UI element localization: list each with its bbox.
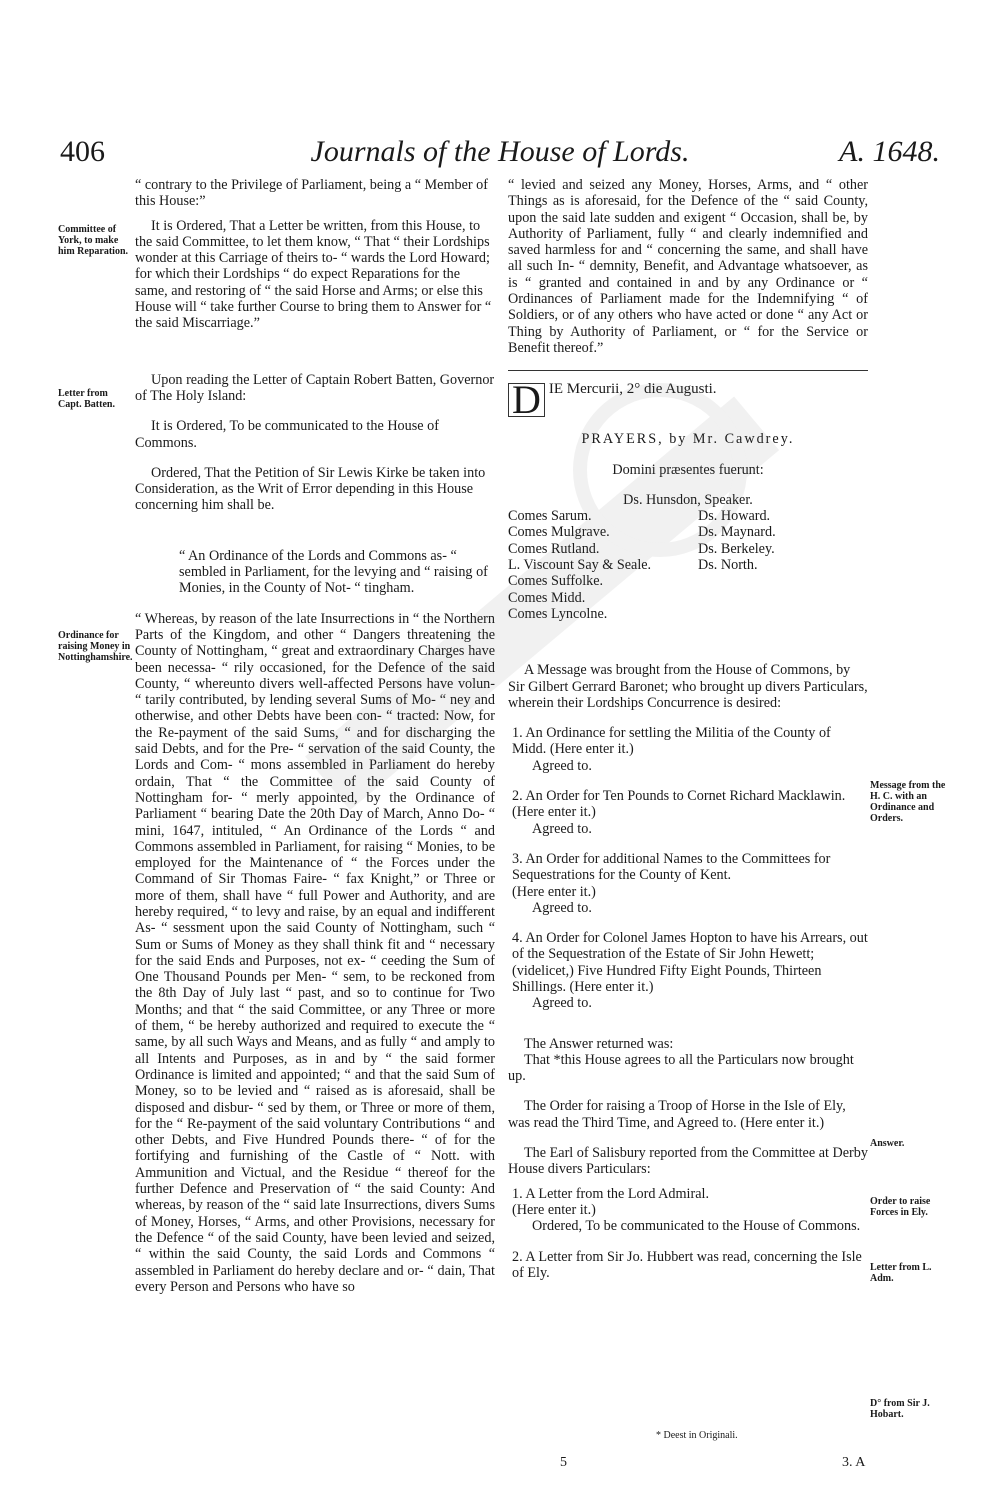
left-column [135, 177, 495, 1295]
item-kent-enter: (Here enter it.) [512, 883, 596, 900]
die-text: IE Mercurii, 2° die Augusti. [548, 381, 717, 398]
item-militia: 1. An Ordinance for settling the Militia of the County of Midd. (Here enter it.) [512, 725, 831, 758]
margin-note-letter-admiral: Letter from L. Adm. [870, 1262, 932, 1284]
agreed-4: Agreed to. [532, 995, 592, 1012]
lord-entry: Comes Suffolke. [508, 573, 604, 590]
ordered-communicated: Ordered, To be communicated to the House of Commons. [532, 1218, 861, 1235]
paragraph-indemnified: “ levied and seized any Money, Horses, Arms, and “ other Things as is aforesaid, for the Defence of the “ said County, upon the said late sudden and exigent “ Occasion, shall be, by Authority of Parliament, fully “ and clearly indemnified and saved harmless for and “ concerning the same, and shall have all such In- “ demnity, Benefit, and Advantage whatsoever, as is “ granted and contained in and by any Ordinance or “ Ordinances of Parliament made for the Indemnifying “ of Soldiers, or of any others who have acted or done “ any Act or Thing by Authority of Parliament, or “ for the Service or Benefit thereof.” [508, 177, 868, 356]
paragraph-batten: Upon reading the Letter of Captain Robert Batten, Governor of The Holy Island: [135, 371, 495, 404]
item-hopton: 4. An Order for Colonel James Hopton to have his Arrears, out of the Sequestration of the Estate of Sir John Hewett; (videlicet,) Five Hundred Fifty Eight Pounds, Thirteen Shillings. (Here enter it.) [512, 930, 868, 995]
ordinance-body: “ Whereas, by reason of the late Insurrections in “ the Northern Parts of the Kingdom, and other “ Dangers threatening the County of Nottingham, “ great and extraordinary Charges have been necessa- “ rily occasioned, for the Defence of the said County, “ whereunto divers well-affected Persons have volun- “ tarily contributed, by lending several Sums of Mo- “ ney and otherwise, and other Debts have been con- “ tracted: Now, for the Re-payment of the said Sums, “ and for discharging the said Debts, and for the Pre- “ servation of the said County, the Lords and Com- “ mons assembled in Parliament do hereby ordain, That “ the Committee of the said County of Nottingham for- “ merly appointed, by the Ordinance of Parliament “ bearing Date the 20th Day of March, Anno Do- “ mini, 1647, intituled, “ An Ordinance of the Lords “ and Commons assembled in Parliament, for raising “ Monies, to be employed for the Maintenance of “ the Forces under the Command of Sir Thomas Faire- “ fax Knight,” or Three or more of them, shall have “ full Power and Authority, and are hereby required, “ to levy and raise, by an equal and indifferent As- “ sessment upon the said County of Nottingham, such “ Sum or Sums of Money as they shall think fit and “ necessary for the said Ends and Purposes, not ex- “ ceeding the Sum of One Thousand Pounds per Men- “ sem, to be reckoned from the 8th Day of July last “ past, and so to continue for Two Months; and that “ the said Committee, or any Three or more of them, “ be hereby authorized and required to execute the “ same, by all such Ways and Means, and as fully “ and amply to all Intents and Purposes, as in and by “ the said former Ordinance is limited and appointed; “ and that the said Sum of Money, so to be levied and “ raised as is aforesaid, shall be disposed and disbur- “ sed by them, or Three or more of them, for the “ Re-payment of the said voluntary Contributions “ and other Debts, and Five Hundred Pounds there- “ of for the fortifying and furnishing of the Castle of “ Nott. with Ammunition and Victual, and the Residue “ thereof for the further Defence and Preservation of “ the said County: And whereas, by reason of the “ said late Insurrections, divers Sums of Money, Horses, “ Arms, and other Provisions, necessary for the Defence “ of the said County, have been levied and seized, “ within the said County, the said Lords and Commons “ assembled in Parliament do hereby declare and or- “ dain, That every Person and Persons who have so [135, 610, 495, 1295]
section-rule [508, 370, 868, 371]
lord-entry: Comes Mulgrave. [508, 524, 610, 541]
dropcap: D [508, 383, 545, 417]
lord-entry: Ds. Howard. [698, 508, 771, 525]
running-title: Journals of the House of Lords. [310, 135, 690, 168]
item-macklawin: 2. An Order for Ten Pounds to Cornet Richard Macklawin. (Here enter it.) [512, 788, 846, 821]
lord-entry: Comes Sarum. [508, 508, 592, 525]
margin-note-hobart: D° from Sir J. Hobart. [870, 1398, 930, 1420]
answer-text: That *this House agrees to all the Particulars now brought up. [508, 1051, 854, 1085]
speaker-line: Ds. Hunsdon, Speaker. [623, 491, 753, 508]
page-year: A. 1648. [839, 135, 940, 168]
agreed-1: Agreed to. [532, 757, 592, 774]
item-kent: 3. An Order for additional Names to the Committees for Sequestrations for the County of Kent. [512, 850, 831, 884]
paragraph-communicated: It is Ordered, To be communicated to the House of Commons. [135, 418, 439, 451]
prayers-line: PRAYERS, by Mr. Cawdrey. [581, 431, 795, 448]
margin-note-letter-batten: Letter from Capt. Batten. [58, 388, 115, 410]
paragraph-troop: The Order for raising a Troop of Horse in the Isle of Ely, was read the Third Time, and Agreed to. (Here enter it.) [508, 1098, 846, 1131]
paragraph-salisbury: The Earl of Salisbury reported from the Committee at Derby House divers Particulars: [508, 1145, 868, 1178]
signature-mark: 5 [560, 1455, 567, 1470]
lord-entry: Comes Lyncolne. [508, 605, 608, 622]
lords-left-list [508, 508, 698, 622]
domini-line: Domini præsentes fuerunt: [612, 461, 764, 478]
margin-note-message: Message from the H. C. with an Ordinance and Orders. [870, 780, 946, 824]
right-column [508, 177, 868, 1281]
item-hubbert: 2. A Letter from Sir Jo. Hubbert was read, concerning the Isle of Ely. [512, 1248, 862, 1281]
lords-present-table [508, 508, 776, 622]
answer-intro: The Answer returned was: [524, 1035, 674, 1052]
die-heading [508, 377, 868, 423]
lord-entry: Comes Rutland. [508, 540, 600, 557]
paragraph-kirke: Ordered, That the Petition of Sir Lewis Kirke be taken into Consideration, as the Writ of Error depending in this House concerning him shall be. [135, 464, 486, 514]
lord-entry: Ds. North. [698, 557, 758, 574]
margin-note-committee-york: Committee of York, to make him Reparation. [58, 224, 128, 257]
page-number: 406 [60, 135, 105, 168]
lords-right-list [698, 508, 776, 622]
margin-note-answer: Answer. [870, 1138, 905, 1149]
lord-entry: Ds. Berkeley. [698, 540, 775, 557]
catchword: 3. A [842, 1455, 866, 1470]
paragraph-message: A Message was brought from the House of Commons, by Sir Gilbert Gerrard Baronet; who brought up divers Particulars, wherein their Lordships Concurrence is desired: [508, 662, 868, 711]
lord-entry: L. Viscount Say & Seale. [508, 557, 652, 574]
footnote: * Deest in Originali. [656, 1430, 738, 1441]
agreed-3: Agreed to. [532, 899, 592, 916]
lord-entry: Comes Midd. [508, 589, 586, 606]
paragraph-letter-ordered: It is Ordered, That a Letter be written, from this House, to the said Committee, to let them know, “ That “ their Lordships wonder at this Carriage of theirs to- “ wards the Lord Howard; for which their Lordships “ do expect Reparations for the same, and restoring of “ the said Horse and Arms; or else this House will “ take further Course to bring them to Answer for “ the said Miscarriage.” [135, 217, 492, 332]
paragraph-privilege: “ contrary to the Privilege of Parliament, being a “ Member of this House:” [135, 177, 488, 210]
margin-note-order-ely: Order to raise Forces in Ely. [870, 1196, 931, 1218]
item-lord-admiral-enter: (Here enter it.) [512, 1201, 596, 1218]
lord-entry: Ds. Maynard. [698, 524, 776, 541]
page-header [60, 135, 940, 175]
item-lord-admiral: 1. A Letter from the Lord Admiral. [512, 1185, 710, 1202]
agreed-2: Agreed to. [532, 820, 592, 837]
ordinance-title: “ An Ordinance of the Lords and Commons as- “ sembled in Parliament, for the levying and “ raising of Monies, in the County of Not- “ tingham. [179, 547, 488, 597]
margin-note-ordinance-nottingham: Ordinance for raising Money in Nottinghamshire. [58, 630, 133, 663]
